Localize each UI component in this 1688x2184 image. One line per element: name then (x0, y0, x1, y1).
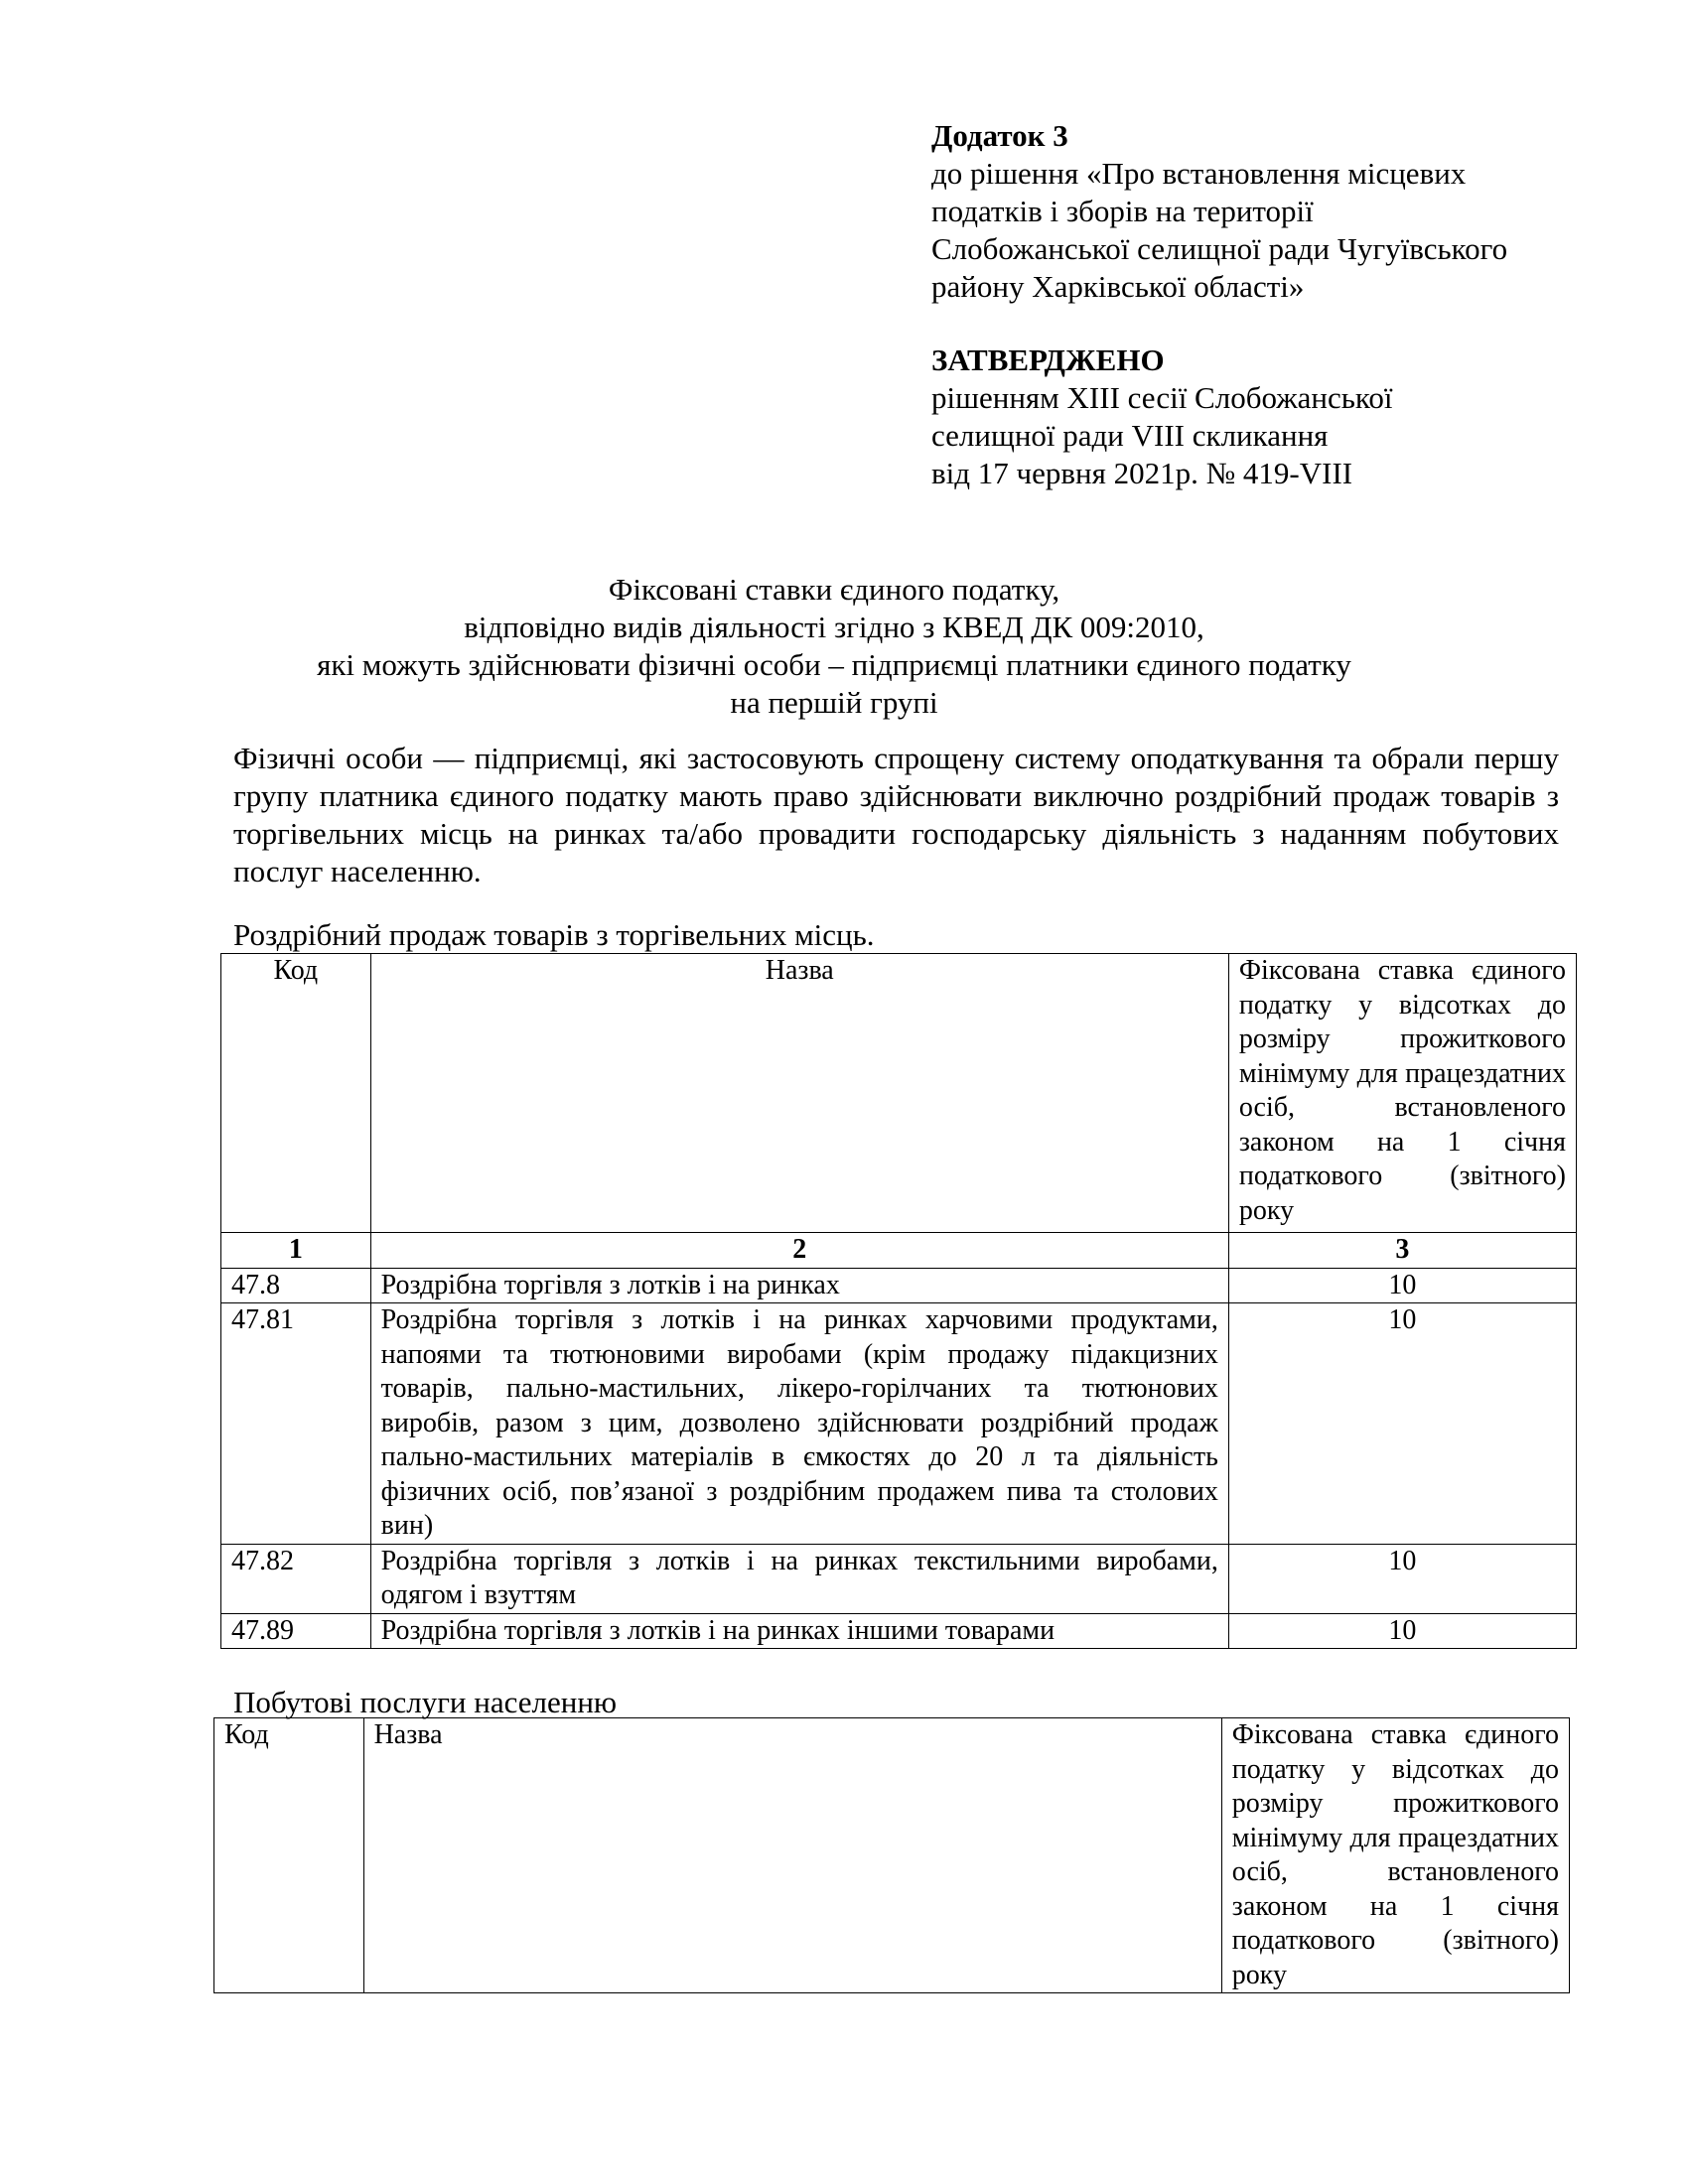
row-name: Роздрібна торгівля з лотків і на ринках (370, 1268, 1228, 1303)
document-title (228, 571, 1440, 722)
retail-table (220, 953, 1577, 1649)
title-line: які можуть здійснювати фізичні особи – підприємці платники єдиного податку (317, 647, 1351, 682)
approved-line: від 17 червня 2021р. № 419-VIII (931, 456, 1353, 490)
row-rate: 10 (1228, 1303, 1576, 1545)
header-name: Назва (363, 1718, 1221, 1993)
table-header-row (221, 954, 1577, 1233)
column-number: 1 (221, 1233, 371, 1269)
column-number-row (221, 1233, 1577, 1269)
column-number: 3 (1228, 1233, 1576, 1269)
table-header-row (214, 1718, 1570, 1993)
header-code: Код (214, 1718, 364, 1993)
approved-line: селищної ради VIII скликання (931, 418, 1329, 453)
row-name: Роздрібна торгівля з лотків і на ринках харчовими продуктами, напоями та тютюновими виробами (крім продажу підакцизних товарів, пально-мастильних, лікеро-горілчаних та тютюнових виробів, разом з цим, дозволено здійснювати роздрібний продаж пально-мастильних матеріалів в ємкостях до 20 л та діяльність фізичних осіб, пов’язаної з роздрібним продажем пива та столових вин) (370, 1303, 1228, 1545)
row-code: 47.89 (221, 1613, 371, 1649)
column-number: 2 (370, 1233, 1228, 1269)
row-rate: 10 (1228, 1613, 1576, 1649)
services-caption: Побутові послуги населенню (233, 1685, 618, 1719)
title-line: Фіксовані ставки єдиного податку, (608, 572, 1060, 607)
header-rate: Фіксована ставка єдиного податку у відсотках до розміру прожиткового мінімуму для працездатних осіб, встановленого законом на 1 січня податкового (звітного) року (1221, 1718, 1569, 1993)
annex-block (931, 117, 1607, 492)
header-rate: Фіксована ставка єдиного податку у відсотках до розміру прожиткового мінімуму для працездатних осіб, встановленого законом на 1 січня податкового (звітного) року (1228, 954, 1576, 1233)
table-row (221, 1544, 1577, 1613)
header-code: Код (221, 954, 371, 1233)
row-code: 47.82 (221, 1544, 371, 1613)
annex-line: податків і зборів на території (931, 194, 1314, 228)
table-row (221, 1268, 1577, 1303)
services-table (213, 1717, 1570, 1993)
title-line: відповідно видів діяльності згідно з КВЕД ДК 009:2010, (464, 610, 1204, 644)
header-name: Назва (370, 954, 1228, 1233)
row-name: Роздрібна торгівля з лотків і на ринках текстильними виробами, одягом і взуттям (370, 1544, 1228, 1613)
intro-paragraph: Фізичні особи — підприємці, які застосовують спрощену систему оподаткування та обрали першу групу платника єдиного податку мають право здійснювати виключно роздрібний продаж товарів з торгівельних місць на ринках та/або провадити господарську діяльність з наданням побутових послуг населенню. (233, 741, 1559, 888)
row-rate: 10 (1228, 1268, 1576, 1303)
row-rate: 10 (1228, 1544, 1576, 1613)
row-name: Роздрібна торгівля з лотків і на ринках іншими товарами (370, 1613, 1228, 1649)
title-line: на першій групі (730, 685, 938, 720)
annex-line: до рішення «Про встановлення місцевих (931, 156, 1467, 191)
annex-line: Слобожанської селищної ради Чугуївського (931, 231, 1508, 266)
retail-caption: Роздрібний продаж товарів з торгівельних місць. (233, 917, 875, 952)
annex-heading: Додаток 3 (931, 118, 1068, 153)
approved-line: рішенням XIII сесії Слобожанської (931, 380, 1393, 415)
table-row (221, 1613, 1577, 1649)
approved-heading: ЗАТВЕРДЖЕНО (931, 342, 1165, 377)
annex-line: району Харківської області» (931, 269, 1305, 304)
table-row (221, 1303, 1577, 1545)
row-code: 47.8 (221, 1268, 371, 1303)
row-code: 47.81 (221, 1303, 371, 1545)
